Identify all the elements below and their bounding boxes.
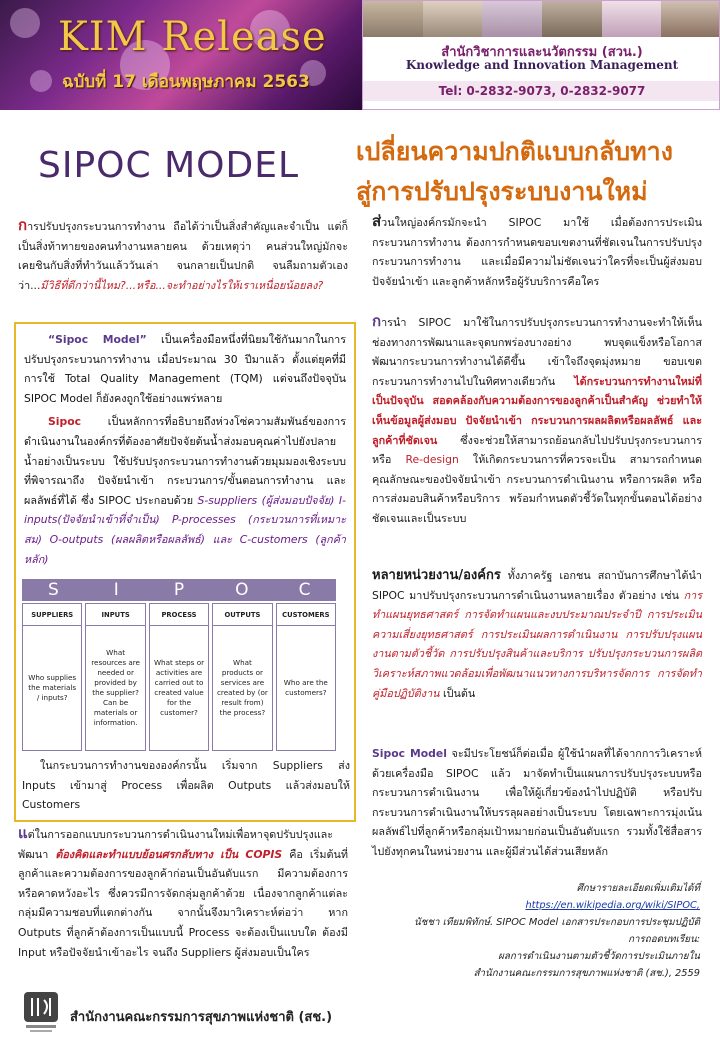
right-paragraph-1: ส่วนใหญ่องค์กรมักจะนำ SIPOC มาใช้ เมื่อต้องการประเมินกระบวนการทำงาน ต้องการกำหนดขอบเขตงานที่ชัดเจนในการปรับปรุงกระบวนการทำงาน และเมื่อมีความไม่ชัดเจนว่าใครที่จะเป็นผู้ส่งมอบปัจจัยนำเข้า และลูกค้าหลักหรือผู้รับบริการคือใคร <box>372 212 702 288</box>
newsletter-title: KIM Release <box>58 14 327 60</box>
right-paragraph-2: การนำ SIPOC มาใช้ในการปรับปรุงกระบวนการทำงานจะทำให้เห็นช่องทางการพัฒนาและจุดบกพร่องบางอย่าง พบจุดแข็งหรือโอกาสพัฒนากระบวนการทำงานได้ดีขึ้น เข้าใจถึงจุดมุ่งหมาย ขอบเขตกระบวนการทำงานไปในทิศทางเดียวกัน ได้กระบวนการทำงานใหม่ที่เป็นปัจจุบัน สอดคล้องกับความต้องการของลูกค้าเป็นสำคัญ ช่วยทำให้เห็นข้อมูลผู้ส่งมอบ ปัจจัยนำเข้า กระบวนการผลผลิตหรือผลลัพธ์ และลูกค้าที่ชัดเจน ซึ่งจะช่วยให้สามารถย้อนกลับไปปรับปรุงกระบวนการ หรือ Re-design ให้เกิดกระบวนการที่ควรจะเป็น สามารถกำหนดคุณลักษณะของปัจจัยนำเข้า กระบวนการดำเนินงาน หรือการผลิต หรือการส่งมอบสินค้าหรือบริการ พร้อมกำหนดตัวชี้วัดในทุกขั้นตอนได้อย่างชัดเจนและเป็นระบบ <box>372 312 702 525</box>
article-title-th-line2: สู่การปรับปรุงระบบงานใหม่ <box>356 177 648 206</box>
dropcap: ก <box>18 216 28 234</box>
right-paragraph-4: Sipoc Model จะมีประโยชน์ก็ต่อเมื่อ ผู้ใช้นำผลที่ได้จากการวิเคราะห์ด้วยเครื่องมือ SIPOC แล้ว มาจัดทำเป็นแผนการปรับปรุงระบบหรือกระบวนการดำเนินงาน เพื่อให้ผู้เกี่ยวข้องนำไปปฏิบัติ หรือปรับกระบวนการดำเนินงานให้บรรลุผลอย่างเป็นระบบ โดยเฉพาะการมุ่งเน้นผลลัพธ์ไปที่ลูกค้าหรือกลุ่มเป้าหมายก่อนเป็นอันดับแรก รวมทั้งใช้สื่อสารไปยังทุกคนในหน่วยงาน และผู้มีส่วนได้ส่วนเสียหลัก <box>372 747 702 858</box>
sipoc-columns <box>22 603 336 751</box>
sipoc-column: OUTPUTS What products or services are created by (or result from) the process? <box>212 603 272 751</box>
intro-paragraph: การปรับปรุงกระบวนการทำงาน ถือได้ว่าเป็นสิ่งสำคัญและจำเป็น แต่ก็เป็นสิ่งท้าทายของคนทำงานหลายคน ด้วยเหตุว่า คนส่วนใหญ่มักจะเคยชินกับสิ่งที่ทำวันแล้ววันเล่า จนกลายเป็นปกติ จนลืมถามตัวเองว่า...มีวิธีที่ดีกว่านี้ไหม?...หรือ...จะทำอย่างไรให้เราเหนื่อยน้อยลง? <box>18 216 348 292</box>
copis-emphasis: ต้องคิดและทำแบบย้อนศรกลับทาง เป็น COPIS <box>55 847 283 861</box>
dropcap: ส่ <box>372 212 382 230</box>
sipoc-letter: O <box>235 580 249 600</box>
article-title-en: SIPOC MODEL <box>38 145 300 186</box>
nhco-logo-icon <box>22 990 60 1034</box>
copis-paragraph: แต่ในการออกแบบกระบวนการดำเนินงานใหม่เพื่อหาจุดปรับปรุงและพัฒนา ต้องคิดและทำแบบย้อนศรกลับทาง เป็น COPIS คือ เริ่มต้นที่ลูกค้าและความต้องการของลูกค้าก่อนเป็นอันดับแรก มีความต้องการหรือคาดหวังอะไร ซึ่งควรมีการจัดกลุ่มลูกค้าด้วย เนื่องจากลูกค้าแต่ละกลุ่มมีความชอบที่แตกต่างกัน จากนั้นจึงมาวิเคราะห์ต่อว่า หาก Outputs ที่ลูกค้าต้องการเป็นแบบนี้ Process จะต้องเป็นแบบใด ต้องมี Input หรือปัจจัยนำเข้าอะไร จนถึง Suppliers ผู้ส่งมอบเป็นใคร <box>18 824 349 959</box>
article-title-th-line1: เปลี่ยนความปกติแบบกลับทาง <box>356 137 673 166</box>
box-paragraph-2: Sipoc เป็นหลักการที่อธิบายถึงห่วงโซ่ความสัมพันธ์ของการดำเนินงานในองค์กรที่ต้องอาศัยปัจจัยต้นน้ำส่งมอบคุณค่าไปยังปลายน้ำอย่างเป็นระบบ ใช้ปรับปรุงกระบวนการทำงานด้วยมุมมองเชิงระบบที่พิจารณาถึง ปัจจัยนำเข้า กระบวนการ/ขั้นตอนการทำงาน และผลลัพธ์ที่ได้ ซึ่ง SIPOC ประกอบด้วย S-suppliers (ผู้ส่งมอบปัจจัย) I-inputs(ปัจจัยนำเข้าที่จำเป็น) P-processes (กระบวนการที่เหมาะสม) O-outputs (ผลผลิตหรือผลลัพธ์) และ C-customers (ลูกค้าหลัก) <box>24 415 346 566</box>
sipoc-column: INPUTS What resources are needed or provided by the supplier? Can be materials or information. <box>85 603 145 751</box>
sipoc-column: PROCESS What steps or activities are carried out to created value for the customer? <box>149 603 209 751</box>
sipoc-column: SUPPLIERS Who supplies the materials / inputs? <box>22 603 82 751</box>
sipoc-letter: S <box>48 580 59 600</box>
contact-phone: Tel: 0-2832-9073, 0-2832-9077 <box>363 81 720 101</box>
sipoc-column: CUSTOMERS Who are the customers? <box>276 603 336 751</box>
footer-org-name: สำนักงานคณะกรรมการสุขภาพแห่งชาติ (สช.) <box>70 1010 333 1025</box>
header-photo-strip <box>363 1 720 37</box>
benefit-emphasis: ได้กระบวนการทำงานใหม่ที่เป็นปัจจุบัน สอดคล้องกับความต้องการของลูกค้าเป็นสำคัญ ช่วยทำให้เห็นข้อมูลผู้ส่งมอบ ปัจจัยนำเข้า กระบวนการผลผลิตหรือผลลัพธ์ และลูกค้าที่ชัดเจน <box>372 374 702 447</box>
sipoc-diagram <box>22 579 336 751</box>
reference-2: ผลการดำเนินงานตามตัวชี้วัดการประเมินภายใน <box>498 951 700 962</box>
reference-link[interactable]: https://en.wikipedia.org/wiki/SIPOC, <box>525 900 700 911</box>
issue-label: ฉบับที่ 17 เดือนพฤษภาคม 2563 <box>62 72 310 92</box>
intro-question: มีวิธีที่ดีกว่านี้ไหม?...หรือ...จะทำอย่างไรให้เราเหนื่อยน้อยลง? <box>40 278 324 292</box>
sipoc-letter: I <box>113 580 119 600</box>
reference-1: นัชชา เทียมพิทักษ์. SIPOC Model เอกสารประกอบการประชุมปฏิบัติการถอดบทเรียน: <box>414 917 700 945</box>
reference-3: สำนักงานคณะกรรมการสุขภาพแห่งชาติ (สช.), 2559 <box>473 968 700 979</box>
references-heading: ศึกษารายละเอียดเพิ่มเติมได้ที่ <box>576 883 700 894</box>
dropcap: ก <box>372 312 382 330</box>
right-paragraph-3: หลายหน่วยงาน/องค์กร ทั้งภาครัฐ เอกชน สถาบันการศึกษาได้นำ SIPOC มาปรับปรุงกระบวนการดำเนินงานหลายเรื่อง ตัวอย่าง เช่น การทำแผนยุทธศาสตร์ การจัดทำแผนและงบประมาณประจำปี การประเมินความเสี่ยงยุทธศาสตร์ การประเมินผลการดำเนินงาน การปรับปรุงแผนงานตามตัวชี้วัด การปรับปรุงสินค้าและบริการ ปรับปรุงกระบวนการผลิต วิเคราะห์สภาพแวดล้อมเพื่อพัฒนาแนวทางการบริหารจัดการ การจัดทำคู่มือปฏิบัติงาน เป็นต้น <box>372 568 702 700</box>
references <box>400 880 700 982</box>
process-flow-text: ในกระบวนการทำงานขององค์กรนั้น เริ่มจาก Suppliers ส่ง Inputs เข้ามาสู่ Process เพื่อผลิต Outputs แล้วส่งมอบให้ Customers <box>22 759 350 812</box>
examples-emphasis: การทำแผนยุทธศาสตร์ การจัดทำแผนและงบประมาณประจำปี การประเมินความเสี่ยงยุทธศาสตร์ การประเมินผลการดำเนินงาน การปรับปรุงแผนงานตามตัวชี้วัด การปรับปรุงสินค้าและบริการ ปรับปรุงกระบวนการผลิต วิเคราะห์สภาพแวดล้อมเพื่อพัฒนาแนวทางการบริหารจัดการ การจัดทำคู่มือปฏิบัติงาน <box>372 588 702 700</box>
header <box>0 0 720 110</box>
sipoc-letter: C <box>298 580 311 600</box>
sipoc-letters <box>22 579 336 601</box>
header-banner <box>0 0 362 110</box>
dropcap: แ <box>18 824 28 842</box>
redesign-term: Re-design <box>405 453 459 467</box>
org-name-th: สำนักวิชาการและนวัตกรรม (สวน.) <box>441 45 643 60</box>
sipoc-components: S-suppliers (ผู้ส่งมอบปัจจัย) I-inputs(ปัจจัยนำเข้าที่จำเป็น) P-processes (กระบวนการที่เหมาะสม) O-outputs (ผลผลิตหรือผลลัพธ์) และ C-customers (ลูกค้าหลัก) <box>24 493 346 566</box>
header-info <box>362 0 720 110</box>
box-paragraph-1: “Sipoc Model” เป็นเครื่องมือหนึ่งที่นิยมใช้กันมากในการปรับปรุงกระบวนการทำงาน เมื่อประมาณ 30 ปีมาแล้ว ตั้งแต่ยุคที่มีการใช้ Total Quality Management (TQM) แต่จนถึงปัจจุบัน SIPOC Model ก็ยังคงถูกใช้อย่างแพร่หลาย <box>24 333 346 405</box>
org-name-en: Knowledge and Innovation Management <box>405 58 679 72</box>
sipoc-letter: P <box>173 580 185 600</box>
